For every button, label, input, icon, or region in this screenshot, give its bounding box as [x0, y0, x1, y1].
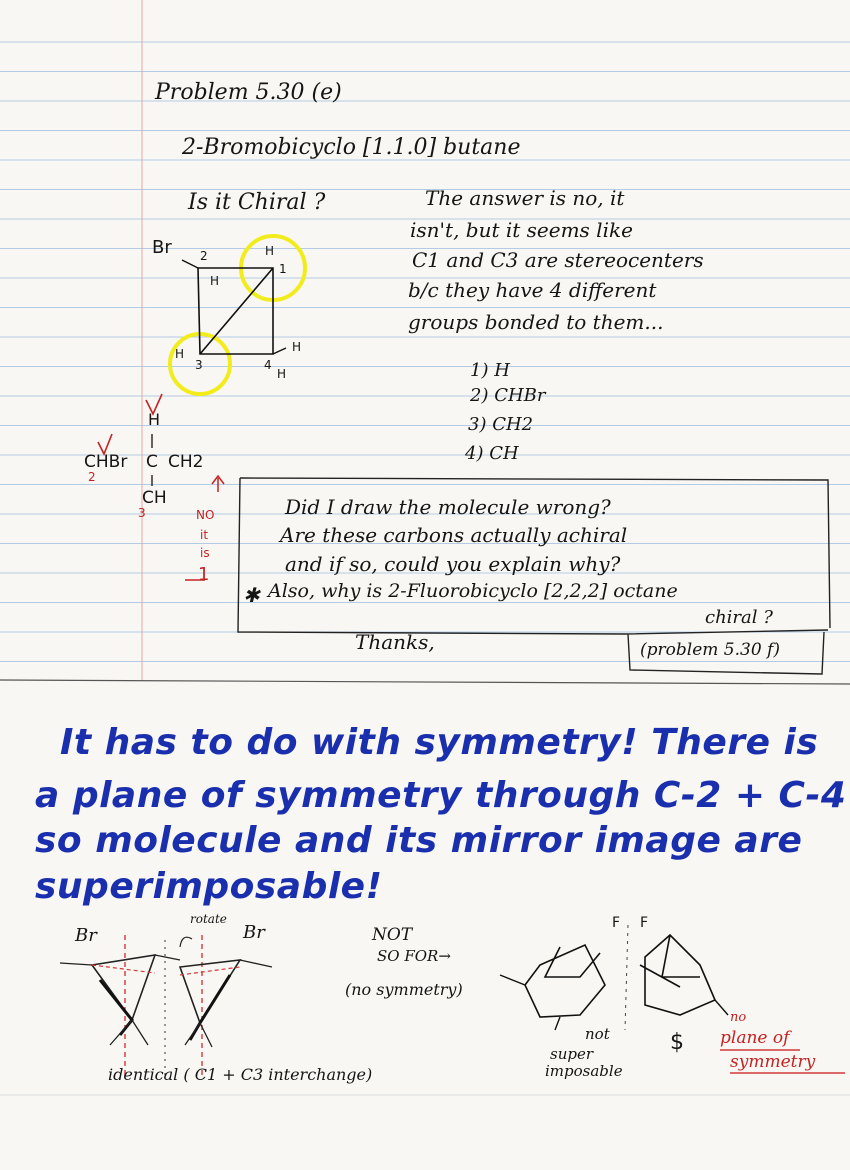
- explanation-line-2: isn't, but it seems like: [410, 218, 633, 242]
- no-plane-1: no: [730, 1010, 747, 1025]
- rotate-label: rotate: [190, 912, 227, 926]
- compound-name: 2-Bromobicyclo [1.1.0] butane: [182, 135, 521, 160]
- note-line-2: Are these carbons actually achiral: [280, 523, 628, 547]
- annot-is: is: [200, 546, 210, 560]
- answer-line-2: a plane of symmetry through C-2 + C-4: [35, 775, 847, 816]
- chiral-question: Is it Chiral ?: [188, 190, 326, 215]
- not-sup-3: imposable: [545, 1062, 623, 1080]
- problem-title: Problem 5.30 (e): [155, 80, 342, 105]
- atom-3-label: 3: [195, 358, 203, 372]
- answer-line-3: so molecule and its mirror image are: [35, 820, 803, 861]
- sub-bottom: CH: [142, 488, 167, 508]
- sub-left: CHBr: [84, 452, 128, 472]
- star-icon: ✱: [243, 583, 260, 607]
- group-3: 3) CH2: [468, 414, 534, 435]
- explanation-line-5: groups bonded to them...: [408, 310, 664, 334]
- atom-2-label: 2: [200, 249, 208, 263]
- h-on-c2: H: [210, 274, 220, 288]
- group-1: 1) H: [470, 360, 510, 381]
- sub-right: CH2: [168, 452, 204, 472]
- explanation-line-4: b/c they have 4 different: [408, 278, 657, 302]
- annot-it: it: [200, 528, 209, 542]
- atom-1-label: 1: [279, 262, 287, 276]
- explanation-line-1: The answer is no, it: [425, 186, 625, 210]
- group-2: 2) CHBr: [470, 385, 546, 406]
- sub-num-3: 3: [138, 506, 146, 520]
- br-left: Br: [75, 925, 97, 946]
- answer-line-1: It has to do with symmetry! There is: [60, 722, 819, 763]
- no-plane-2: plane of: [720, 1028, 790, 1048]
- br-right: Br: [243, 922, 265, 943]
- sub-top-h: H: [148, 410, 161, 429]
- h-on-c1: H: [265, 244, 275, 258]
- no-plane-3: symmetry: [730, 1052, 816, 1072]
- note-chiral: chiral ?: [705, 607, 773, 628]
- explanation-line-3: C1 and C3 are stereocenters: [412, 248, 704, 272]
- sub-center: C: [146, 452, 158, 472]
- h-on-c4: H: [277, 367, 287, 381]
- note-ref: (problem 5.30 f): [640, 640, 780, 660]
- not-sup-2: super: [550, 1045, 594, 1063]
- f-label-left: F: [612, 915, 621, 931]
- no-symmetry-line: (no symmetry): [345, 980, 463, 999]
- sub-num-2: 2: [88, 470, 96, 484]
- note-line-3: and if so, could you explain why?: [285, 552, 621, 576]
- not-sup-1: not: [585, 1025, 610, 1043]
- h-on-c4b: H: [292, 340, 302, 354]
- group-4: 4) CH: [465, 443, 519, 464]
- not-line: NOT: [372, 925, 413, 945]
- note-thanks: Thanks,: [355, 630, 435, 654]
- dollar-sign: $: [670, 1030, 684, 1055]
- so-for-line: SO FOR→: [377, 947, 451, 965]
- note-line-4: Also, why is 2-Fluorobicyclo [2,2,2] octane: [268, 580, 678, 602]
- note-line-1: Did I draw the molecule wrong?: [285, 495, 611, 519]
- h-on-c3: H: [175, 347, 185, 361]
- annot-1: 1: [198, 564, 210, 585]
- answer-line-4: superimposable!: [35, 866, 383, 907]
- annot-no: NO: [196, 508, 215, 522]
- br-label: Br: [152, 237, 172, 258]
- left-caption: identical ( C1 + C3 interchange): [108, 1065, 373, 1084]
- f-label-right: F: [640, 915, 649, 931]
- atom-4-label: 4: [264, 358, 272, 372]
